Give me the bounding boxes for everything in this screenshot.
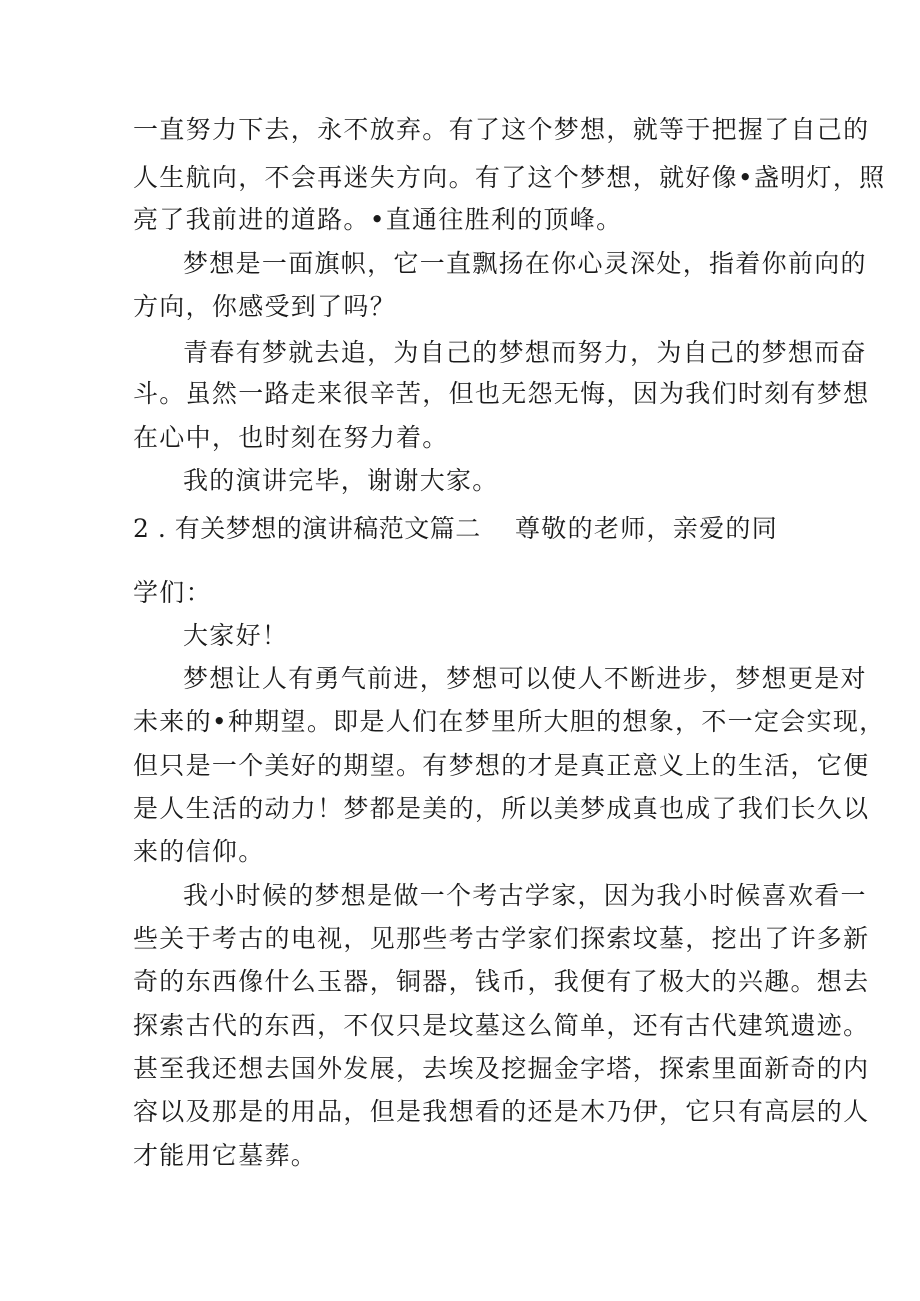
paragraph-childhood-line: 甚至我还想去国外发展，去埃及挖掘金字塔，探索里面新奇的内 [133, 1054, 870, 1083]
closing-line: 我的演讲完毕，谢谢大家。 [183, 466, 499, 495]
paragraph-dream-line: 是人生活的动力！梦都是美的，所以美梦成真也成了我们长久以 [133, 794, 870, 823]
paragraph-chase-line: 青春有梦就去追，为自己的梦想而努力，为自己的梦想而奋 [183, 338, 867, 367]
paragraph-chase-line: 斗。虽然一路走来很辛苦，但也无怨无悔，因为我们时刻有梦想 [133, 379, 870, 408]
paragraph-chase-line: 在心中，也时刻在努力着。 [133, 423, 449, 452]
paragraph-flag-line: 方向，你感受到了吗？ [133, 292, 397, 321]
paragraph-dream-line: 来的信仰。 [133, 837, 265, 866]
paragraph-dream-line: 但只是一个美好的期望。有梦想的才是真正意义上的生活，它便 [133, 751, 870, 780]
greeting-line: 学们： [133, 578, 212, 607]
greeting-line: 尊敬的老师，亲爱的同 [515, 514, 779, 543]
paragraph-childhood-line: 些关于考古的电视，见那些考古学家们探索坟墓，挖出了许多新 [133, 924, 870, 953]
paragraph-childhood-line: 奇的东西像什么玉器，铜器，钱币，我便有了极大的兴趣。想去 [133, 967, 870, 996]
paragraph-childhood-line: 容以及那是的用品，但是我想看的还是木乃伊，它只有高层的人 [133, 1097, 870, 1126]
text-line: 亮了我前进的道路。•直通往胜利的顶峰。 [133, 205, 623, 234]
paragraph-dream-line: 梦想让人有勇气前进，梦想可以使人不断进步，梦想更是对 [183, 664, 867, 693]
paragraph-flag-line: 梦想是一面旗帜，它一直飘扬在你心灵深处，指着你前向的 [183, 249, 867, 278]
text-line: 人生航向，不会再迷失方向。有了这个梦想，就好像•盏明灯，照 [133, 163, 886, 192]
paragraph-dream-line: 未来的•种期望。即是人们在梦里所大胆的想象，不一定会实现， [133, 707, 886, 736]
paragraph-childhood-line: 才能用它墓葬。 [133, 1141, 318, 1170]
section-heading: 2 . 有关梦想的演讲稿范文篇二 [133, 514, 481, 543]
paragraph-childhood-line: 探索古代的东西，不仅只是坟墓这么简单，还有古代建筑遗迹。 [133, 1011, 870, 1040]
hello-line: 大家好！ [183, 621, 289, 650]
paragraph-childhood-line: 我小时候的梦想是做一个考古学家，因为我小时候喜欢看一 [183, 881, 867, 910]
text-line: 一直努力下去，永不放弃。有了这个梦想，就等于把握了自己的 [133, 115, 870, 144]
